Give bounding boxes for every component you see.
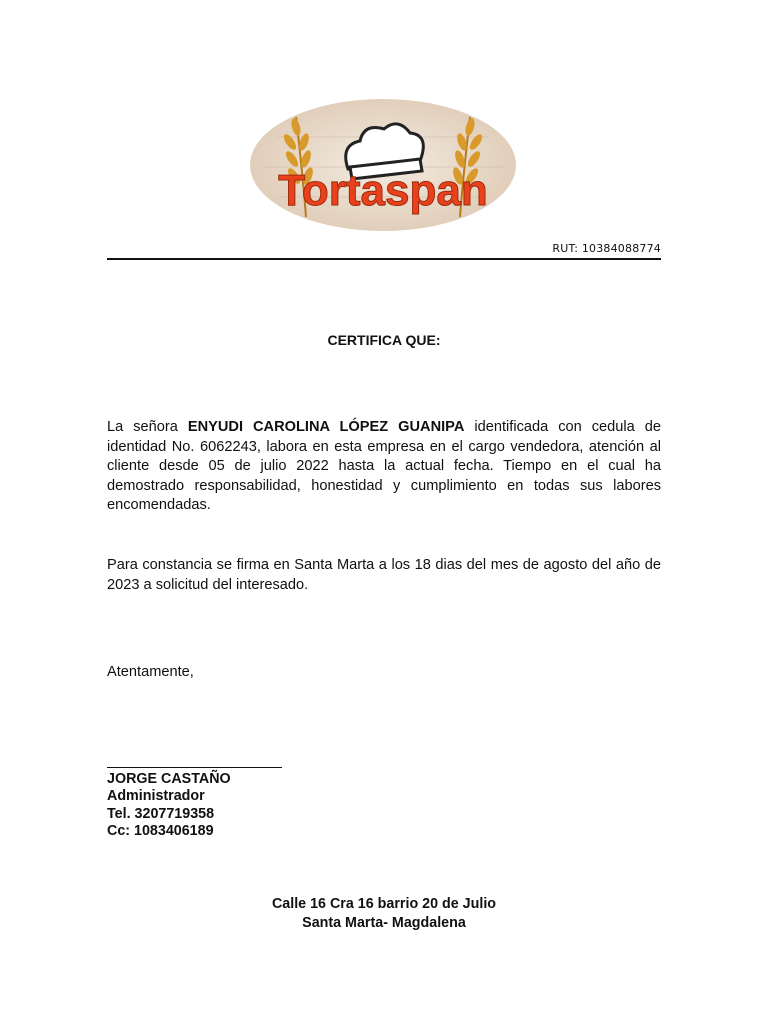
company-logo <box>248 97 518 233</box>
employee-name: ENYUDI CAROLINA LÓPEZ GUANIPA <box>187 419 465 435</box>
signer-block <box>107 771 231 840</box>
signer-id: Cc: 1083406189 <box>107 822 214 839</box>
rut-number: RUT: 10384088774 <box>552 242 661 255</box>
company-address <box>0 895 768 932</box>
address-line-1: Calle 16 Cra 16 barrio 20 de Julio <box>271 896 497 912</box>
paragraph-body: identificada con cedula de identidad No. 6062243, labora en esta empresa en el cargo vendedora, atención al cliente desde 05 de julio 2022 hasta la actual fecha. Tiempo en el cual ha demostrado responsabilidad, honestidad y cumplimiento en todas sus labores encomendadas. <box>107 419 662 514</box>
certification-paragraph <box>107 418 661 516</box>
signature-place-paragraph: Para constancia se firma en Santa Marta a los 18 dias del mes de agosto del año de 2023 a solicitud del interesado. <box>107 557 661 593</box>
logo-wordmark: Tortaspan <box>278 166 488 215</box>
signer-phone: Tel. 3207719358 <box>107 805 215 822</box>
signer-role: Administrador <box>107 788 205 805</box>
signer-name: JORGE CASTAÑO <box>107 771 231 787</box>
address-line-2: Santa Marta- Magdalena <box>302 914 466 931</box>
paragraph-lead: La señora <box>107 419 178 435</box>
header-divider <box>107 258 661 260</box>
document-title: CERTIFICA QUE: <box>327 332 441 348</box>
closing-salutation: Atentamente, <box>107 664 194 680</box>
signature-line <box>107 767 282 768</box>
